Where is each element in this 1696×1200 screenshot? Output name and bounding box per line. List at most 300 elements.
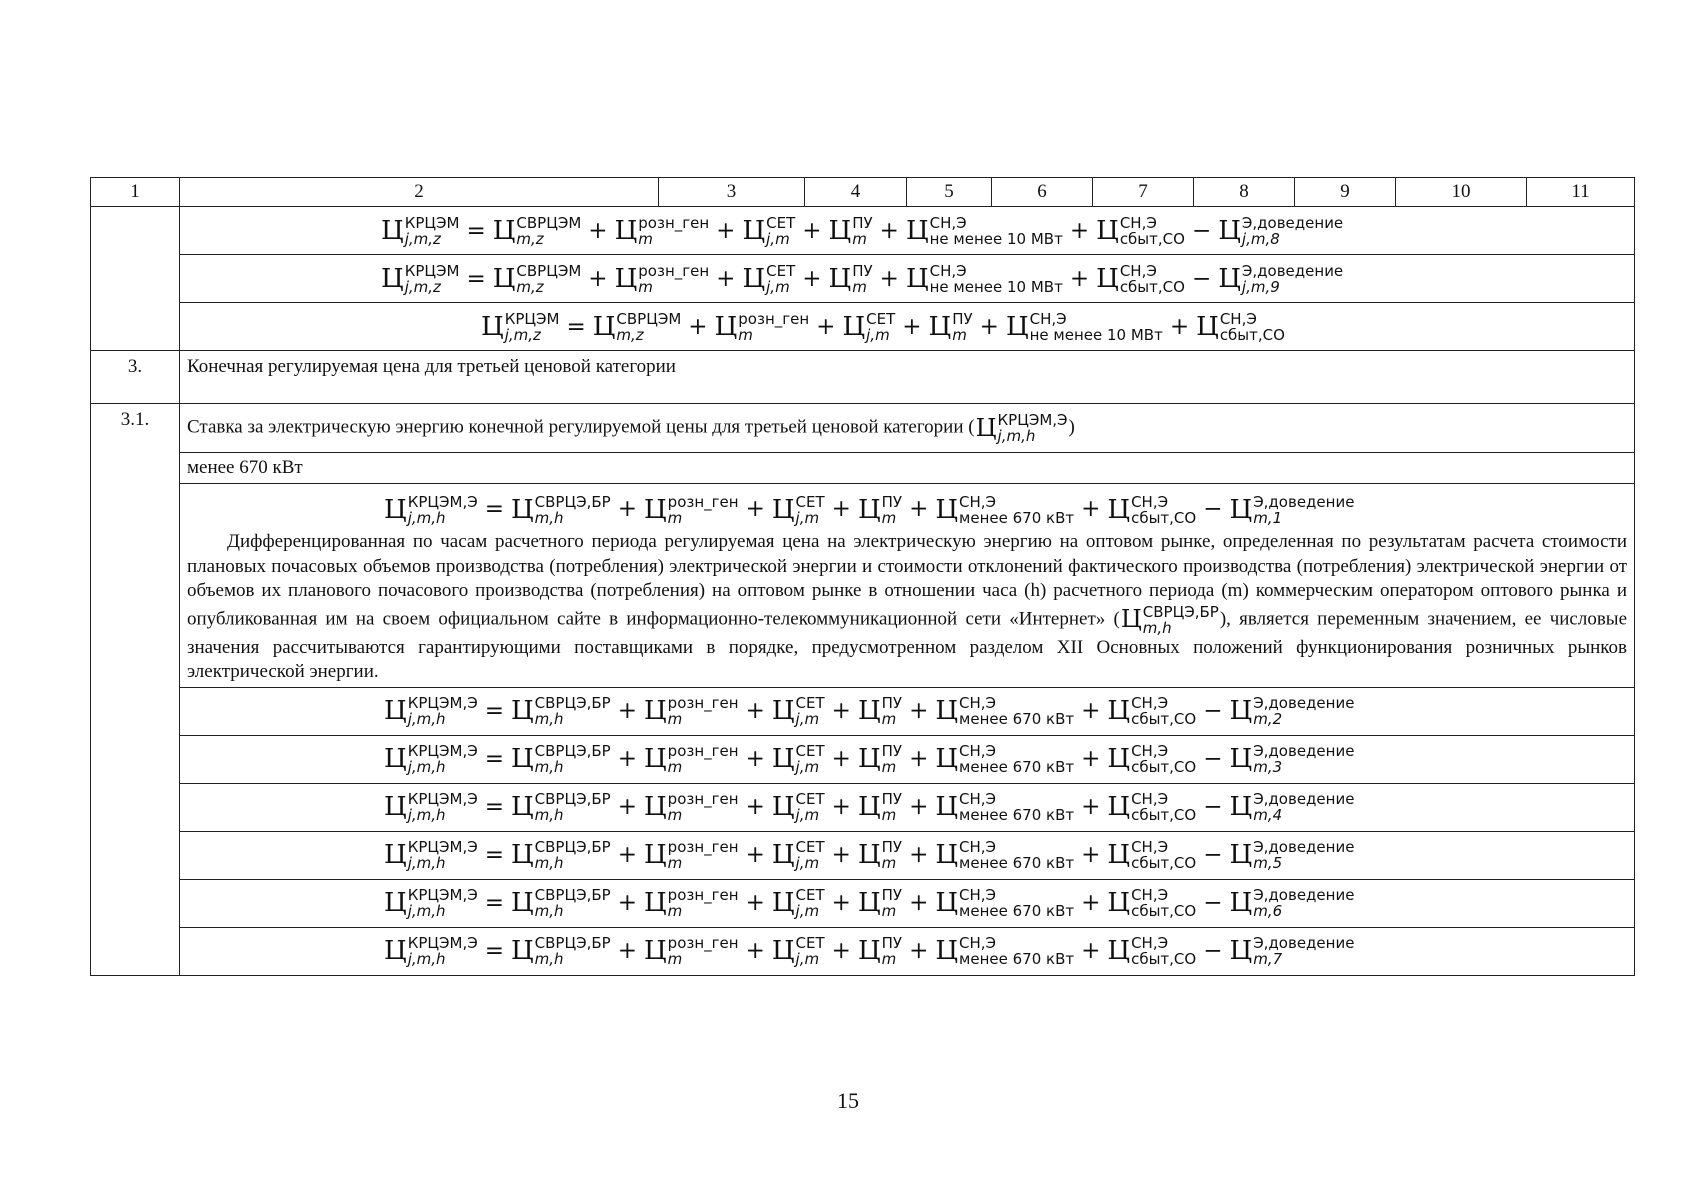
symbol-subscript: j,m,h: [407, 758, 446, 776]
symbol-subscript: j,m: [766, 229, 790, 248]
math-symbol: [858, 485, 902, 533]
symbol-base: Ц: [771, 840, 795, 870]
math-symbol: [935, 791, 1074, 823]
symbol-subscript: менее 670 кВт: [959, 854, 1075, 872]
formula-row: [91, 927, 1635, 975]
symbol-scripts: [668, 743, 739, 775]
math-symbol: [384, 791, 478, 823]
math-symbol: [384, 695, 478, 727]
symbol-superscript: розн_ген: [667, 694, 739, 712]
math-symbol: [742, 263, 795, 295]
formula-row: [91, 207, 1635, 255]
symbol-scripts: [882, 887, 902, 919]
math-symbol: [1107, 695, 1196, 727]
symbol-subscript: сбыт,СО: [1131, 758, 1197, 776]
symbol-base: Ц: [643, 495, 667, 526]
symbol-scripts: [408, 839, 478, 871]
symbol-base: Ц: [384, 792, 407, 822]
formula-cell: [180, 207, 1635, 255]
symbol-base: Ц: [857, 792, 881, 822]
symbol-subscript: m,h: [534, 509, 564, 528]
formula-row: [91, 879, 1635, 927]
symbol-subscript: m,h: [1142, 618, 1172, 637]
formula-cell: [180, 735, 1635, 783]
symbol-subscript: j,m: [795, 854, 820, 872]
header-cell: 7: [1093, 178, 1194, 207]
math-symbol: [1230, 839, 1355, 871]
symbol-base: Ц: [643, 744, 667, 774]
math-operator: +: [831, 746, 851, 772]
symbol-base: Ц: [1218, 263, 1241, 294]
symbol-subscript: m,7: [1253, 950, 1283, 968]
symbol-subscript: менее 670 кВт: [959, 509, 1075, 528]
symbol-subscript: m,h: [534, 710, 564, 728]
math-symbol: [1006, 311, 1163, 343]
math-operator: +: [1081, 842, 1101, 868]
symbol-base: Ц: [857, 936, 881, 966]
math-operator: +: [1081, 496, 1101, 523]
symbol-subscript: m: [881, 806, 897, 824]
symbol-subscript: j,m,h: [407, 710, 446, 728]
math-operator: +: [909, 794, 929, 820]
symbol-scripts: [668, 839, 739, 871]
math-symbol: [381, 215, 459, 247]
symbol-scripts: [1253, 839, 1354, 871]
symbol-base: Ц: [384, 744, 407, 774]
math-operator: +: [909, 746, 929, 772]
symbol-base: Ц: [771, 744, 795, 774]
math-symbol: [772, 935, 825, 967]
symbol-base: Ц: [381, 263, 404, 294]
symbol-base: Ц: [975, 414, 997, 442]
formula-row: [91, 687, 1635, 735]
math-symbol: [715, 311, 810, 343]
symbol-subscript: m: [638, 277, 653, 296]
symbol-base: Ц: [842, 311, 866, 342]
math-symbol: [772, 887, 825, 919]
symbol-superscript: СН,Э: [1119, 261, 1157, 280]
symbol-superscript: КРЦЭМ,Э: [407, 886, 478, 904]
symbol-superscript: ПУ: [852, 261, 873, 280]
formula-cell: [180, 879, 1635, 927]
math-operator: +: [745, 698, 765, 724]
symbol-subscript: m,h: [534, 950, 564, 968]
table-header-row: [91, 178, 1635, 207]
math-operator: +: [979, 313, 999, 340]
symbol-subscript: j,m,h: [407, 950, 446, 968]
symbol-base: Ц: [935, 936, 959, 966]
math-operator: +: [1081, 794, 1101, 820]
symbol-base: Ц: [1107, 888, 1131, 918]
symbol-superscript: ПУ: [881, 886, 903, 904]
symbol-scripts: [796, 695, 825, 727]
math-symbol: [1230, 695, 1355, 727]
formula-row: [91, 735, 1635, 783]
symbol-scripts: [1253, 887, 1354, 919]
math-symbol: [384, 887, 478, 919]
header-cell: 6: [992, 178, 1093, 207]
symbol-superscript: СЕТ: [795, 742, 825, 760]
math-symbol: [935, 935, 1074, 967]
symbol-base: Ц: [384, 495, 407, 526]
symbol-superscript: КРЦЭМ,Э: [407, 493, 478, 512]
symbol-subscript: m,4: [1253, 806, 1283, 824]
symbol-subscript: m,3: [1253, 758, 1283, 776]
symbol-base: Ц: [771, 936, 795, 966]
symbol-subscript: менее 670 кВт: [959, 950, 1075, 968]
formula-cell: [180, 831, 1635, 879]
math-operator: =: [566, 313, 586, 340]
symbol-base: Ц: [1196, 311, 1219, 342]
math-operator: −: [1203, 890, 1223, 916]
symbol-scripts: [1253, 695, 1354, 727]
symbol-subscript: m,z: [616, 325, 644, 344]
symbol-base: Ц: [384, 696, 407, 726]
symbol-subscript: менее 670 кВт: [959, 806, 1075, 824]
header-cell: 8: [1194, 178, 1295, 207]
math-operator: −: [1203, 842, 1223, 868]
symbol-base: Ц: [510, 744, 534, 774]
symbol-superscript: ПУ: [881, 742, 903, 760]
symbol-base: Ц: [935, 744, 959, 774]
symbol-base: Ц: [828, 215, 852, 246]
symbol-base: Ц: [1107, 792, 1131, 822]
tariff-table: [90, 177, 1635, 976]
symbol-scripts: [852, 215, 872, 247]
symbol-scripts: [668, 935, 739, 967]
symbol-scripts: [1143, 604, 1219, 636]
symbol-scripts: [668, 791, 739, 823]
symbol-superscript: СЕТ: [795, 886, 825, 904]
math-operator: +: [802, 217, 822, 244]
symbol-superscript: СЕТ: [795, 790, 825, 808]
symbol-scripts: [668, 887, 739, 919]
symbol-base: Ц: [935, 792, 959, 822]
symbol-subscript: j,m,h: [407, 854, 446, 872]
math-symbol: [858, 839, 902, 871]
symbol-base: Ц: [1107, 936, 1131, 966]
symbol-scripts: [959, 695, 1074, 727]
symbol-superscript: КРЦЭМ,Э: [407, 742, 478, 760]
symbol-subscript: сбыт,СО: [1119, 277, 1185, 296]
symbol-base: Ц: [1096, 215, 1119, 246]
symbol-base: Ц: [1229, 792, 1253, 822]
header-cell: 9: [1295, 178, 1396, 207]
symbol-scripts: [535, 935, 611, 967]
math-symbol: [493, 263, 582, 295]
math-symbol: [1107, 485, 1196, 533]
math-symbol: [742, 215, 795, 247]
symbol-subscript: m: [881, 950, 897, 968]
symbol-superscript: Э,доведение: [1241, 213, 1344, 232]
math-operator: −: [1191, 217, 1212, 244]
math-symbol: [772, 695, 825, 727]
math-operator: +: [909, 890, 929, 916]
symbol-base: Ц: [1005, 311, 1029, 342]
math-symbol: [644, 887, 739, 919]
formula-cell: [180, 255, 1635, 303]
symbol-scripts: [408, 743, 478, 775]
math-symbol: [511, 935, 611, 967]
symbol-superscript: СН,Э: [1131, 493, 1169, 512]
symbol-scripts: [638, 263, 709, 295]
symbol-scripts: [882, 695, 902, 727]
symbol-superscript: розн_ген: [667, 838, 739, 856]
math-symbol: [493, 215, 582, 247]
symbol-subscript: j,m,8: [1241, 229, 1280, 248]
symbol-subscript: m: [667, 509, 683, 528]
symbol-superscript: СН,Э: [1131, 886, 1169, 904]
math-operator: +: [588, 217, 608, 244]
math-symbol: [935, 743, 1074, 775]
symbol-subscript: m: [638, 229, 653, 248]
math-symbol: [858, 695, 902, 727]
math-operator: −: [1203, 794, 1223, 820]
symbol-superscript: СН,Э: [959, 934, 997, 952]
symbol-subscript: сбыт,СО: [1131, 902, 1197, 920]
symbol-subscript: j,m: [795, 758, 820, 776]
symbol-base: Ц: [510, 840, 534, 870]
symbol-base: Ц: [384, 840, 407, 870]
symbol-base: Ц: [742, 215, 766, 246]
symbol-scripts: [959, 743, 1074, 775]
math-symbol: [511, 743, 611, 775]
symbol-base: Ц: [1229, 888, 1253, 918]
symbol-subscript: j,m,z: [404, 277, 441, 296]
math-operator: +: [745, 794, 765, 820]
symbol-scripts: [1131, 887, 1196, 919]
symbol-scripts: [796, 839, 825, 871]
symbol-scripts: [405, 263, 460, 295]
symbol-superscript: КРЦЭМ,Э: [407, 694, 478, 712]
math-symbol: [829, 215, 873, 247]
symbol-base: Ц: [1120, 605, 1142, 634]
symbol-superscript: СЕТ: [795, 493, 825, 512]
symbol-base: Ц: [492, 263, 516, 294]
symbol-scripts: [998, 412, 1068, 444]
symbol-subscript: менее 670 кВт: [959, 710, 1075, 728]
symbol-scripts: [535, 743, 611, 775]
math-operator: +: [879, 217, 899, 244]
symbol-subscript: m,h: [534, 806, 564, 824]
symbol-scripts: [408, 494, 478, 526]
symbol-scripts: [1131, 494, 1196, 526]
symbol-superscript: розн_ген: [667, 790, 739, 808]
symbol-superscript: СВРЦЭ,БР: [534, 790, 611, 808]
inline-symbol: [975, 411, 1069, 445]
math-symbol: [935, 839, 1074, 871]
formula-paragraph-cell: [180, 484, 1635, 688]
math-operator: +: [1081, 698, 1101, 724]
symbol-superscript: СЕТ: [795, 694, 825, 712]
symbol-superscript: СН,Э: [1219, 309, 1257, 328]
symbol-scripts: [1131, 935, 1196, 967]
symbol-scripts: [930, 263, 1063, 295]
math-symbol: [644, 485, 739, 533]
math-operator: +: [879, 265, 899, 292]
symbol-superscript: СЕТ: [795, 838, 825, 856]
symbol-scripts: [408, 791, 478, 823]
math-operator: −: [1191, 265, 1212, 292]
math-symbol: [1218, 263, 1343, 295]
math-symbol: [644, 695, 739, 727]
symbol-superscript: СН,Э: [1131, 742, 1169, 760]
math-operator: −: [1203, 698, 1223, 724]
math-operator: =: [466, 217, 486, 244]
symbol-base: Ц: [905, 263, 929, 294]
symbol-subscript: m,h: [534, 902, 564, 920]
math-operator: +: [617, 794, 637, 820]
symbol-base: Ц: [481, 311, 504, 342]
symbol-base: Ц: [643, 840, 667, 870]
symbol-base: Ц: [771, 696, 795, 726]
symbol-scripts: [1120, 263, 1185, 295]
symbol-superscript: розн_ген: [638, 213, 710, 232]
math-symbol: [829, 263, 873, 295]
symbol-subscript: j,m: [795, 509, 820, 528]
math-operator: +: [816, 313, 836, 340]
symbol-subscript: j,m: [795, 806, 820, 824]
symbol-superscript: Э,доведение: [1253, 742, 1355, 760]
math-operator: +: [617, 496, 637, 523]
symbol-subscript: m,z: [516, 277, 544, 296]
symbol-scripts: [668, 695, 739, 727]
symbol-base: Ц: [643, 888, 667, 918]
symbol-subscript: j,m,z: [404, 229, 441, 248]
symbol-subscript: m: [667, 710, 683, 728]
symbol-base: Ц: [714, 311, 738, 342]
symbol-subscript: менее 670 кВт: [959, 902, 1075, 920]
header-cell: 10: [1396, 178, 1527, 207]
symbol-subscript: m: [881, 758, 897, 776]
symbol-scripts: [959, 887, 1074, 919]
symbol-superscript: СН,Э: [1131, 694, 1169, 712]
subheading-row: [91, 453, 1635, 484]
symbol-base: Ц: [384, 936, 407, 966]
symbol-scripts: [882, 494, 902, 526]
symbol-scripts: [766, 215, 795, 247]
symbol-superscript: КРЦЭМ: [504, 309, 560, 328]
symbol-subscript: j,m,h: [407, 806, 446, 824]
math-symbol: [644, 791, 739, 823]
symbol-subscript: m,2: [1253, 710, 1283, 728]
math-operator: +: [588, 265, 608, 292]
symbol-base: Ц: [643, 792, 667, 822]
symbol-scripts: [535, 494, 611, 526]
symbol-base: Ц: [1107, 840, 1131, 870]
math-symbol: [1230, 743, 1355, 775]
symbol-superscript: Э,доведение: [1253, 886, 1355, 904]
symbol-base: Ц: [492, 215, 516, 246]
math-operator: +: [716, 265, 736, 292]
formula-row: [91, 255, 1635, 303]
symbol-subscript: сбыт,СО: [1131, 950, 1197, 968]
symbol-superscript: розн_ген: [667, 742, 739, 760]
symbol-superscript: Э,доведение: [1253, 838, 1355, 856]
section-title: [180, 404, 1635, 453]
math-symbol: [615, 263, 710, 295]
symbol-scripts: [1242, 263, 1343, 295]
header-cell: 1: [91, 178, 180, 207]
symbol-superscript: розн_ген: [738, 309, 810, 328]
symbol-scripts: [535, 695, 611, 727]
symbol-base: Ц: [935, 495, 959, 526]
math-symbol: [511, 485, 611, 533]
symbol-scripts: [408, 695, 478, 727]
symbol-base: Ц: [935, 696, 959, 726]
symbol-superscript: СВРЦЭ,БР: [534, 694, 611, 712]
symbol-superscript: ПУ: [881, 694, 903, 712]
symbol-base: Ц: [381, 215, 404, 246]
math-symbol: [1230, 887, 1355, 919]
math-operator: +: [688, 313, 708, 340]
symbol-scripts: [516, 215, 581, 247]
symbol-scripts: [408, 935, 478, 967]
math-operator: +: [1081, 938, 1101, 964]
symbol-scripts: [1131, 791, 1196, 823]
math-operator: +: [1081, 890, 1101, 916]
symbol-subscript: m: [952, 325, 967, 344]
math-operator: =: [466, 265, 486, 292]
symbol-subscript: m,h: [534, 758, 564, 776]
symbol-superscript: розн_ген: [667, 934, 739, 952]
symbol-base: Ц: [1229, 840, 1253, 870]
symbol-base: Ц: [592, 311, 616, 342]
math-operator: =: [484, 938, 504, 964]
page-number: 15: [837, 1088, 859, 1113]
symbol-scripts: [1253, 935, 1354, 967]
math-operator: +: [831, 842, 851, 868]
symbol-superscript: КРЦЭМ,Э: [407, 838, 478, 856]
symbol-scripts: [882, 743, 902, 775]
formula-cell: [180, 687, 1635, 735]
symbol-subscript: j,m: [866, 325, 890, 344]
symbol-scripts: [959, 839, 1074, 871]
math-symbol: [1107, 839, 1196, 871]
symbol-scripts: [405, 215, 460, 247]
symbol-scripts: [1131, 695, 1196, 727]
symbol-subscript: m: [667, 902, 683, 920]
symbol-superscript: Э,доведение: [1253, 493, 1355, 512]
math-operator: =: [484, 794, 504, 820]
math-operator: +: [831, 698, 851, 724]
math-operator: +: [617, 698, 637, 724]
math-operator: +: [1081, 746, 1101, 772]
math-operator: +: [745, 890, 765, 916]
symbol-superscript: СН,Э: [959, 493, 997, 512]
math-symbol: [858, 935, 902, 967]
symbol-subscript: j,m,h: [407, 902, 446, 920]
symbol-superscript: СН,Э: [1131, 934, 1169, 952]
math-symbol: [1096, 215, 1185, 247]
math-operator: +: [617, 842, 637, 868]
section-number: 3.: [91, 351, 180, 404]
section-row: [91, 404, 1635, 453]
symbol-subscript: m,6: [1253, 902, 1283, 920]
symbol-superscript: Э,доведение: [1253, 790, 1355, 808]
symbol-superscript: розн_ген: [667, 886, 739, 904]
header-cell: 4: [805, 178, 907, 207]
math-symbol: [858, 887, 902, 919]
math-symbol: [935, 695, 1074, 727]
math-operator: +: [831, 938, 851, 964]
symbol-scripts: [516, 263, 581, 295]
symbol-superscript: СЕТ: [866, 309, 896, 328]
symbol-subscript: j,m,9: [1241, 277, 1280, 296]
math-symbol: [615, 215, 710, 247]
symbol-scripts: [408, 887, 478, 919]
symbol-superscript: ПУ: [852, 213, 873, 232]
